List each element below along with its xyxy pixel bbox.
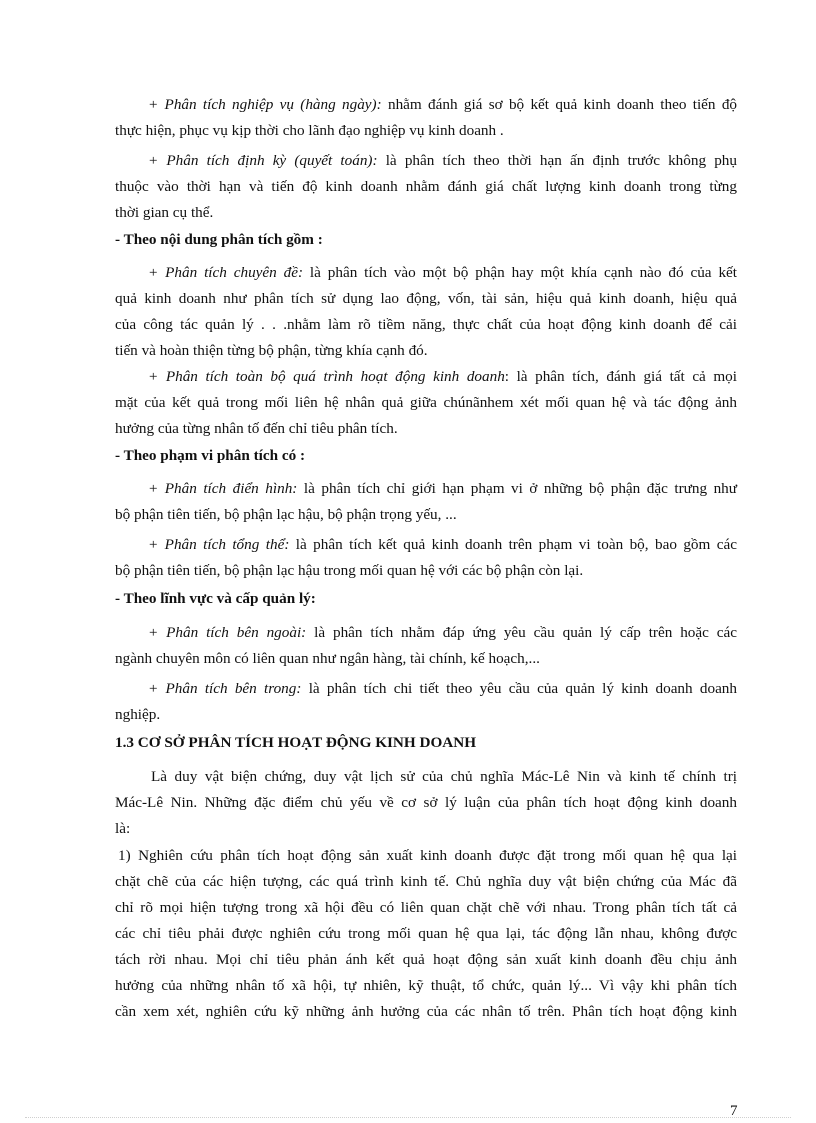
text-line: các chỉ tiêu phải được nghiên cứu trong mối quan hệ qua lại, tác động lẫn nhau, không được	[115, 925, 737, 942]
page-number: 7	[730, 1103, 738, 1119]
text-line: thuộc vào thời hạn và tiến độ kinh doanh nhằm đánh giá chất lượng kinh doanh trong từng	[115, 178, 737, 195]
text-line: chỉ rõ mọi hiện tượng trong xã hội đều có liên quan chặt chẽ với nhau. Trong phân tích tất cả	[115, 899, 737, 916]
paragraph-phan-tich-dinh-ky	[115, 148, 737, 226]
text-line	[115, 364, 737, 390]
text-line: Là duy vật biện chứng, duy vật lịch sử của chủ nghĩa Mác-Lê Nin và kinh tế chính trị	[151, 768, 737, 785]
text-line: bộ phận tiên tiến, bộ phận lạc hậu, bộ phận trọng yếu, ...	[115, 506, 457, 523]
text-line: Mác-Lê Nin. Những đặc điểm chủ yếu về cơ sở lý luận của phân tích hoạt động kinh doanh	[115, 794, 737, 811]
paragraph-phan-tich-nghiep-vu	[115, 92, 737, 144]
term-label: + Phân tích định kỳ (quyết toán):	[148, 152, 378, 169]
term-definition: là phân tích theo thời hạn ấn định trước không phụ	[377, 152, 737, 169]
paragraph-phan-tich-ben-trong	[115, 676, 737, 728]
text-line: ngành chuyên môn có liên quan như ngân hàng, tài chính, kế hoạch,...	[115, 650, 540, 667]
term-definition: là phân tích vào một bộ phận hay một khía cạnh nào đó của kết	[303, 264, 737, 281]
text-line	[115, 260, 737, 286]
text-line: cần xem xét, nghiên cứu kỹ những ảnh hưởng của các nhân tố trên. Phân tích hoạt động kinh	[115, 1003, 737, 1020]
term-definition: là phân tích kết quả kinh doanh trên phạm vi toàn bộ, bao gồm các	[289, 536, 737, 553]
subheading-linh-vuc: - Theo lĩnh vực và cấp quản lý:	[115, 590, 316, 607]
term-label: + Phân tích bên ngoài:	[148, 624, 307, 641]
term-label: + Phân tích bên trong:	[148, 680, 302, 697]
section-title: 1.3 CƠ SỞ PHÂN TÍCH HOẠT ĐỘNG KINH DOANH	[115, 734, 477, 751]
paragraph-phan-tich-ben-ngoai	[115, 620, 737, 672]
term-definition: : là phân tích, đánh giá tất cả mọi	[504, 368, 737, 385]
text-line	[115, 676, 737, 702]
text-line	[115, 148, 737, 174]
text-line: mặt của kết quả trong mối liên hệ nhân quả giữa chúnãnhem xét mối quan hệ và tác động ảnh	[115, 394, 737, 411]
paragraph-nghien-cuu-phan-tich	[115, 843, 737, 1025]
text-line: hưởng của những nhân tố xã hội, tự nhiên, kỹ thuật, tổ chức, quản lý... Vì vậy khi phân tích	[115, 977, 737, 994]
paragraph-phan-tich-dien-hinh	[115, 476, 737, 528]
text-line: của công tác quản lý . . .nhằm làm rõ tiềm năng, thực chất của hoạt động kinh doanh để cải	[115, 316, 737, 333]
term-definition: nhằm đánh giá sơ bộ kết quả kinh doanh theo tiến độ	[381, 96, 738, 113]
text-line: thực hiện, phục vụ kịp thời cho lãnh đạo nghiệp vụ kinh doanh .	[115, 122, 504, 139]
text-line: bộ phận tiên tiến, bộ phận lạc hậu trong mối quan hệ với các bộ phận còn lại.	[115, 562, 584, 579]
text-line: chặt chẽ của các hiện tượng, các quá trình kinh tế. Chủ nghĩa duy vật biện chứng của Mác đã	[115, 873, 737, 890]
paragraph-phan-tich-chuyen-de	[115, 260, 737, 364]
text-line: quả kinh doanh như phân tích sử dụng lao động, vốn, tài sản, hiệu quả kinh doanh, hiệu quả	[115, 290, 737, 307]
text-line: tách rời nhau. Mọi chỉ tiêu phản ánh kết quả hoạt động sản xuất kinh doanh đều chịu ảnh	[115, 951, 737, 968]
paragraph-phan-tich-toan-bo	[115, 364, 737, 442]
term-label: + Phân tích toàn bộ quá trình hoạt động kinh doanh	[148, 368, 505, 385]
subheading-noi-dung: - Theo nội dung phân tích gồm :	[115, 231, 323, 248]
term-label: + Phân tích chuyên đề:	[148, 264, 304, 281]
paragraph-co-so-ly-luan	[115, 764, 737, 842]
text-line	[115, 92, 737, 118]
text-line: nghiệp.	[115, 706, 161, 723]
term-label: + Phân tích điển hình:	[148, 480, 298, 497]
text-line: 1) Nghiên cứu phân tích hoạt động sản xuất kinh doanh được đặt trong mối quan hệ qua lại	[118, 847, 737, 864]
term-label: + Phân tích tổng thể:	[148, 536, 290, 553]
text-line	[115, 532, 737, 558]
text-line: là:	[115, 820, 131, 837]
term-definition: là phân tích chi tiết theo yêu cầu của quản lý kinh doanh doanh	[301, 680, 737, 697]
term-definition: là phân tích chỉ giới hạn phạm vi ở những bộ phận đặc trưng như	[297, 480, 737, 497]
footer-divider	[25, 1117, 791, 1118]
subheading-pham-vi: - Theo phạm vi phân tích có :	[115, 447, 306, 464]
term-label: + Phân tích nghiệp vụ (hàng ngày):	[148, 96, 382, 113]
term-definition: là phân tích nhằm đáp ứng yêu cầu quản lý cấp trên hoặc các	[306, 624, 737, 641]
paragraph-phan-tich-tong-the	[115, 532, 737, 584]
text-line	[115, 476, 737, 502]
text-line: thời gian cụ thể.	[115, 204, 214, 221]
text-line: tiến và hoàn thiện từng bộ phận, từng khía cạnh đó.	[115, 342, 428, 359]
text-line	[115, 620, 737, 646]
text-line: hưởng của từng nhân tố đến chỉ tiêu phân tích.	[115, 420, 398, 437]
